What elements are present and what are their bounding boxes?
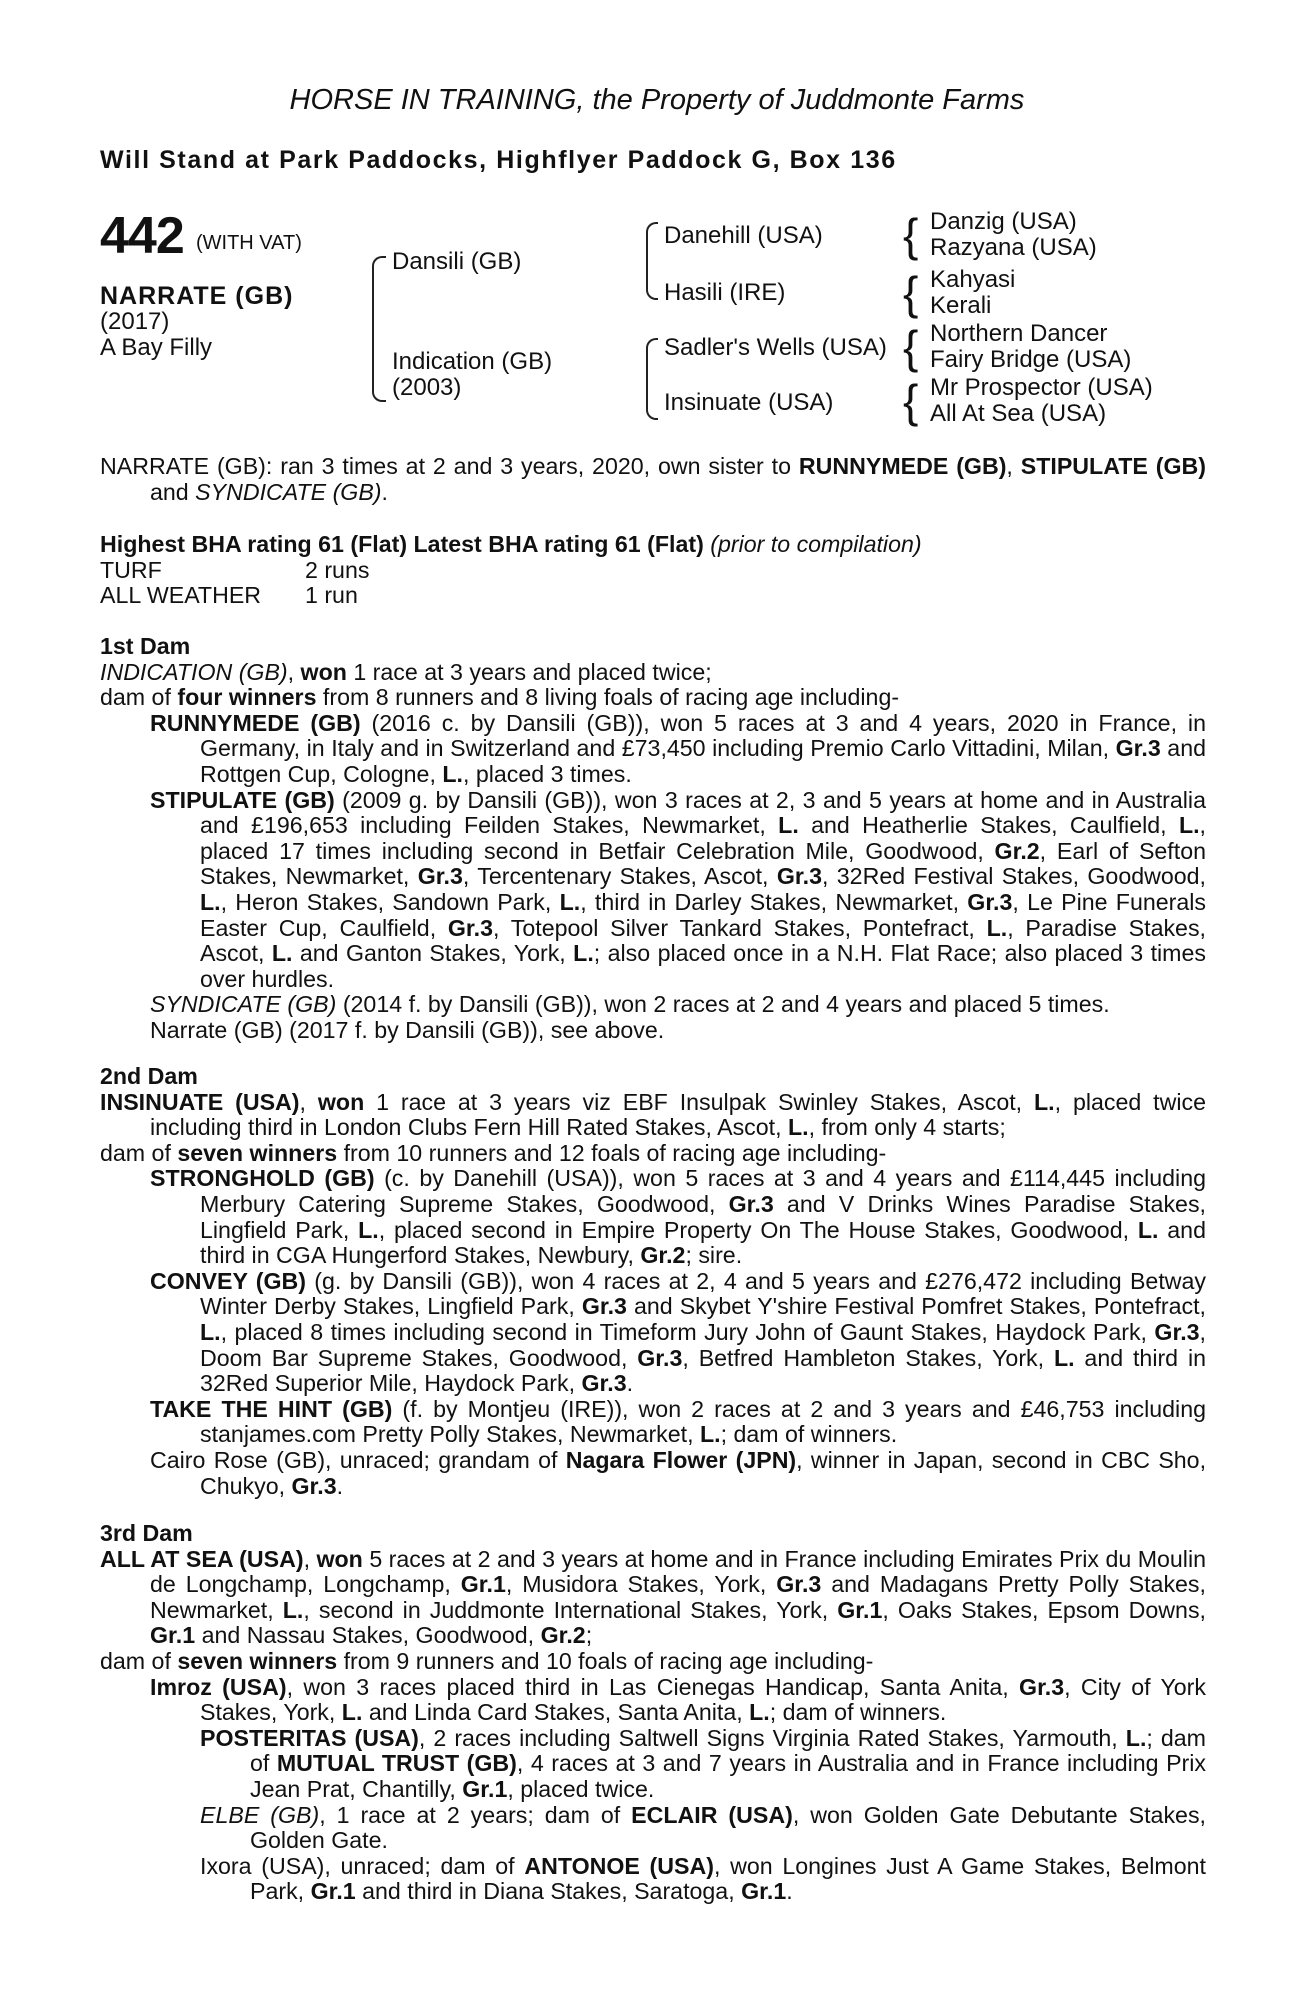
page-title: HORSE IN TRAINING, the Property of Juddmonte Farms	[289, 84, 1025, 116]
sire-parents-bracket	[646, 222, 658, 300]
sire-dam-bracket	[372, 256, 386, 402]
dam-parents-bracket	[646, 338, 658, 420]
race-summary: NARRATE (GB): ran 3 times at 2 and 3 years, 2020, own sister to RUNNYMEDE (GB), STIPULATE (GB) and SYNDICATE (GB).	[100, 453, 1206, 505]
vat-note: (WITH VAT)	[196, 232, 302, 254]
horse-description: A Bay Filly	[100, 334, 213, 361]
third-dam-heading: 3rd Dam	[100, 1520, 193, 1546]
second-dam-heading: 2nd Dam	[100, 1063, 198, 1089]
pedigree-dam: Indication (GB)	[392, 348, 553, 375]
pedigree-ggs3: Northern Dancer	[930, 320, 1108, 347]
pedigree-ggd3: Fairy Bridge (USA)	[930, 346, 1132, 373]
lot-number: 442	[100, 207, 184, 265]
pedigree-sire-sire: Danehill (USA)	[664, 222, 823, 249]
rating-section: Highest BHA rating 61 (Flat) Latest BHA rating 61 (Flat) (prior to compilation) TURF 2 runs ALL WEATHER 1 run	[100, 531, 922, 609]
pedigree-ggs2: Kahyasi	[930, 266, 1016, 293]
stand-location: Will Stand at Park Paddocks, Highflyer Paddock G, Box 136	[100, 146, 897, 174]
first-dam-section: 1st Dam INDICATION (GB), won 1 race at 3 years and placed twice; dam of four winners from 8 runners and 8 living foals of racing age including- RUNNYMEDE (GB) (2016 c. by Dansili (GB)), won 5 races at 3 and 4 years, 2020 in France, in Germany, in Italy and in Switzerland and £73,450 including Premio Carlo Vittadini, Milan, Gr.3 and Rottgen Cup, Cologne, L., placed 3 times. STIPULATE (GB) (2009 g. by Dansili (GB)), won 3 races at 2, 3 and 5 years at home and in Australia and £196,653 including Feilden Stakes, Newmarket, L. and Heatherlie Stakes, Caulfield, L., placed 17 times including second in Betfair Celebration Mile, Goodwood, Gr.2, Earl of Sefton Stakes, Newmarket, Gr.3, Tercentenary Stakes, Ascot, Gr.3, 32Red Festival Stakes, Goodwood, L., Heron Stakes, Sandown Park, L., third in Darley Stakes, Newmarket, Gr.3, Le Pine Funerals Easter Cup, Caulfield, Gr.3, Totepool Silver Tankard Stakes, Pontefract, L., Paradise Stakes, Ascot, L. and Ganton Stakes, York, L.; also placed once in a N.H. Flat Race; also placed 3 times over hurdles. SYNDICATE (GB) (2014 f. by Dansili (GB)), won 2 races at 2 and 4 years and placed 5 times. Narrate (GB) (2017 f. by Dansili (GB)), see above.	[100, 633, 1206, 1043]
horse-name: NARRATE (GB)	[100, 282, 294, 310]
pedigree-ggd2: Kerali	[930, 292, 992, 319]
pedigree-ggd4: All At Sea (USA)	[930, 400, 1107, 427]
pedigree-dam-year: (2003)	[392, 374, 462, 401]
horse-year: (2017)	[100, 308, 170, 335]
third-dam-section: 3rd Dam ALL AT SEA (USA), won 5 races at 2 and 3 years at home and in France including Emirates Prix du Moulin de Longchamp, Longchamp, Gr.1, Musidora Stakes, York, Gr.3 and Madagans Pretty Polly Stakes, Newmarket, L., second in Juddmonte International Stakes, York, Gr.1, Oaks Stakes, Epsom Downs, Gr.1 and Nassau Stakes, Goodwood, Gr.2; dam of seven winners from 9 runners and 10 foals of racing age including- Imroz (USA), won 3 races placed third in Las Cienegas Handicap, Santa Anita, Gr.3, City of York Stakes, York, L. and Linda Card Stakes, Santa Anita, L.; dam of winners. POSTERITAS (USA), 2 races including Saltwell Signs Virginia Rated Stakes, Yarmouth, L.; dam of MUTUAL TRUST (GB), 4 races at 3 and 7 years in Australia and in France including Prix Jean Prat, Chantilly, Gr.1, placed twice. ELBE (GB), 1 race at 2 years; dam of ECLAIR (USA), won Golden Gate Debutante Stakes, Golden Gate. Ixora (USA), unraced; dam of ANTONOE (USA), won Longines Just A Game Stakes, Belmont Park, Gr.1 and third in Diana Stakes, Saratoga, Gr.1.	[100, 1520, 1207, 1905]
pedigree-dam-dam: Insinuate (USA)	[664, 389, 834, 416]
first-dam-heading: 1st Dam	[100, 633, 191, 659]
second-dam-section: 2nd Dam INSINUATE (USA), won 1 race at 3 years viz EBF Insulpak Swinley Stakes, Ascot, L., placed twice including third in London Clubs Fern Hill Rated Stakes, Ascot, L., from only 4 starts; dam of seven winners from 10 runners and 12 foals of racing age including- STRONGHOLD (GB) (c. by Danehill (USA)), won 5 races at 3 and 4 years and £114,445 including Merbury Catering Supreme Stakes, Goodwood, Gr.3 and V Drinks Wines Paradise Stakes, Lingfield Park, L., placed second in Empire Property On The House Stakes, Goodwood, L. and third in CGA Hungerford Stakes, Newbury, Gr.2; sire. CONVEY (GB) (g. by Dansili (GB)), won 4 races at 2, 4 and 5 years and £276,472 including Betway Winter Derby Stakes, Lingfield Park, Gr.3 and Skybet Y'shire Festival Pomfret Stakes, Pontefract, L., placed 8 times including second in Timeform Jury John of Gaunt Stakes, Haydock Park, Gr.3, Doom Bar Supreme Stakes, Goodwood, Gr.3, Betfred Hambleton Stakes, York, L. and third in 32Red Superior Mile, Haydock Park, Gr.3. TAKE THE HINT (GB) (f. by Montjeu (IRE)), won 2 races at 2 and 3 years and £46,753 including stanjames.com Pretty Polly Stakes, Newmarket, L.; dam of winners. Cairo Rose (GB), unraced; grandam of Nagara Flower (JPN), winner in Japan, second in CBC Sho, Chukyo, Gr.3.	[100, 1063, 1207, 1499]
pedigree-ggd1: Razyana (USA)	[930, 234, 1097, 261]
pedigree-ggs4: Mr Prospector (USA)	[930, 374, 1153, 401]
pedigree-sire: Dansili (GB)	[392, 248, 522, 275]
pedigree-dam-sire: Sadler's Wells (USA)	[664, 334, 887, 361]
pedigree-ggs1: Danzig (USA)	[930, 208, 1077, 235]
pedigree-sire-dam: Hasili (IRE)	[664, 279, 786, 306]
